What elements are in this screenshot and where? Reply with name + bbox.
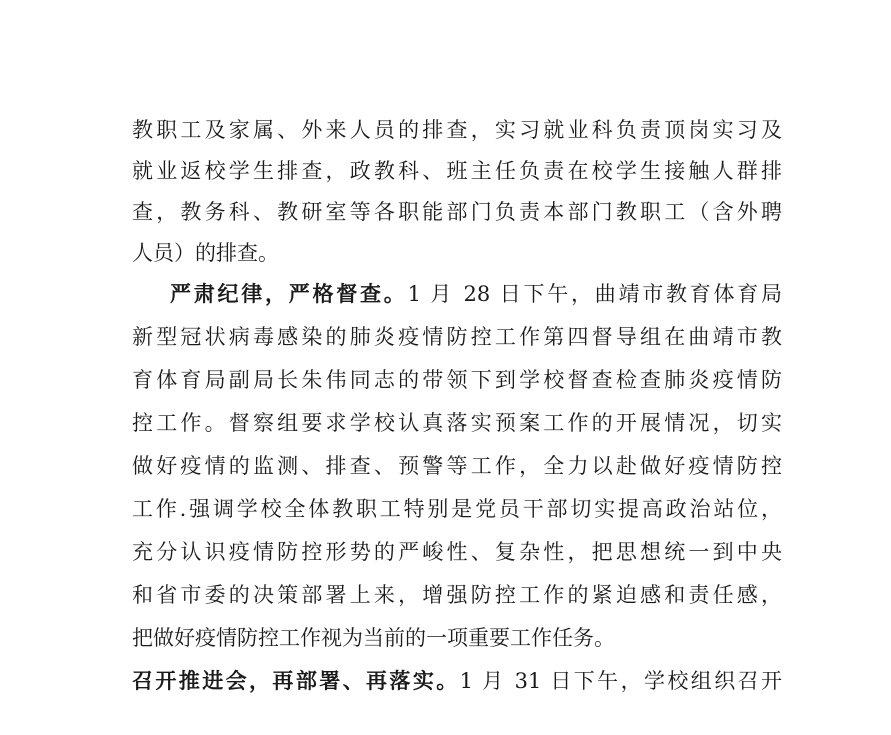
paragraph-2-heading: 严肃纪律，严格督查。	[170, 281, 408, 306]
paragraph-2-first-line-text: 1 月 28 日下午，曲靖市教育体育局	[407, 282, 783, 306]
paragraph-1-line-1: 教职工及家属、外来人员的排查，实习就业科负责顶岗实习及	[132, 118, 782, 142]
paragraph-1-line-4: 人员）的排查。	[132, 241, 279, 265]
paragraph-2-line-3: 育体育局副局长朱伟同志的带领下到学校督查检查肺炎疫情防	[132, 368, 782, 392]
paragraph-1-line-2: 就业返校学生排查，政教科、班主任负责在校学生接触人群排	[132, 159, 782, 183]
paragraph-2-line-1	[170, 279, 782, 309]
paragraph-1-line-3: 查，教务科、教研室等各职能部门负责本部门教职工（含外聘	[132, 200, 782, 224]
paragraph-2-line-9: 把做好疫情防控工作视为当前的一项重要工作任务。	[132, 626, 615, 650]
paragraph-3-line-1	[132, 666, 782, 696]
paragraph-2-line-4: 控工作。督察组要求学校认真落实预案工作的开展情况，切实	[132, 411, 782, 435]
paragraph-2-line-6: 工作.强调学校全体教职工特别是党员干部切实提高政治站位，	[132, 497, 782, 521]
paragraph-2-line-5: 做好疫情的监测、排查、预警等工作，全力以赴做好疫情防控	[132, 454, 782, 478]
paragraph-2-line-8: 和省市委的决策部署上来，增强防控工作的紧迫感和责任感，	[132, 583, 782, 607]
paragraph-3-heading: 召开推进会，再部署、再落实。	[132, 668, 460, 693]
paragraph-2-line-7: 充分认识疫情防控形势的严峻性、复杂性，把思想统一到中央	[132, 540, 782, 564]
paragraph-2-line-2: 新型冠状病毒感染的肺炎疫情防控工作第四督导组在曲靖市教	[132, 325, 782, 349]
paragraph-3-first-line-text: 1 月 31 日下午，学校组织召开	[459, 669, 783, 693]
